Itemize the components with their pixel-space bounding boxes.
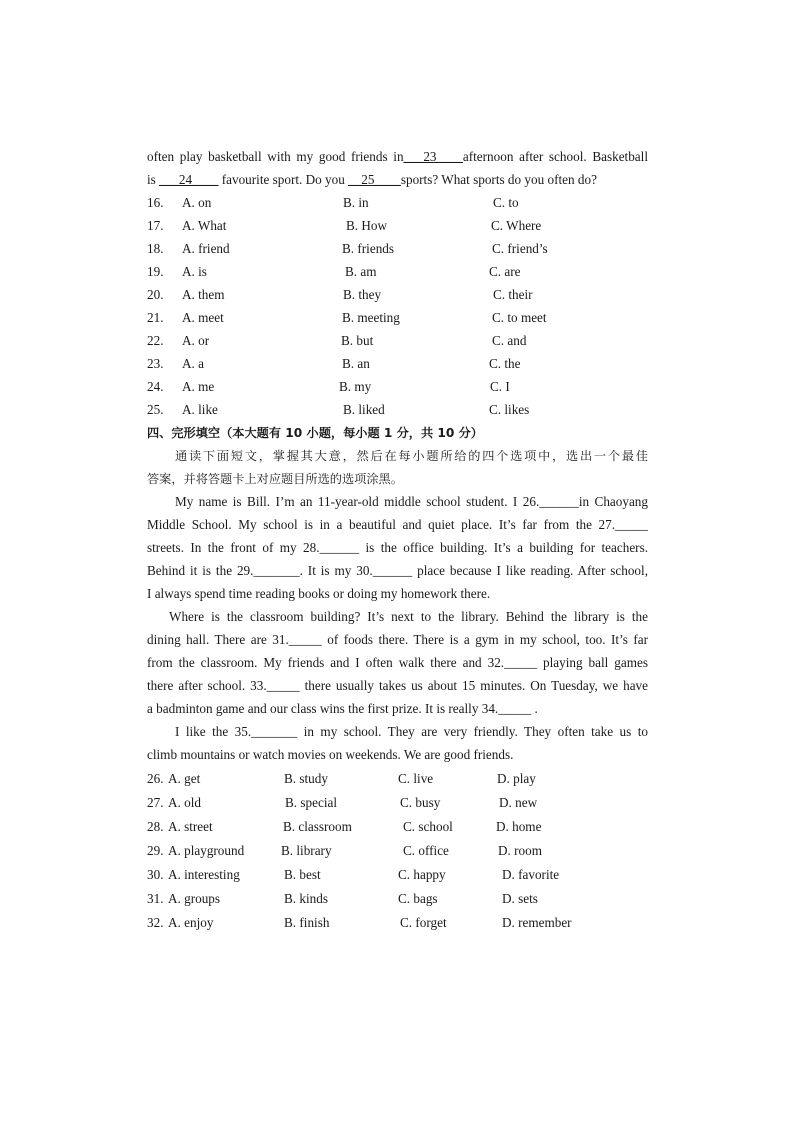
question-number: 31. xyxy=(147,891,164,906)
option-d: D. remember xyxy=(502,915,572,930)
option-d: D. play xyxy=(497,771,536,786)
option-c: C. the xyxy=(489,356,521,371)
option-a: A. playground xyxy=(168,843,245,858)
option-b: B. friends xyxy=(342,241,395,256)
option-b: B. meeting xyxy=(342,310,400,325)
option-a: A. on xyxy=(182,195,212,210)
option-b: B. classroom xyxy=(283,819,352,834)
blank-23: ___23____ xyxy=(403,149,463,164)
option-b: B. in xyxy=(343,195,369,210)
option-c: C. happy xyxy=(398,867,446,882)
option-c: C. live xyxy=(398,771,434,786)
option-c: C. their xyxy=(493,287,533,302)
passage-line: a badminton game and our class wins the first prize. It is really 34._____ . xyxy=(147,701,538,716)
question-number: 22. xyxy=(147,333,164,348)
passage-line: I always spend time reading books or doing my homework there. xyxy=(147,586,491,601)
option-a: A. old xyxy=(168,795,201,810)
option-b: B. my xyxy=(339,379,372,394)
question-number: 25. xyxy=(147,402,164,417)
option-a: A. interesting xyxy=(168,867,240,882)
option-b: B. an xyxy=(342,356,370,371)
question-number: 20. xyxy=(147,287,164,302)
question-number: 21. xyxy=(147,310,164,325)
option-c: C. forget xyxy=(400,915,447,930)
option-d: D. home xyxy=(496,819,542,834)
section4-instruction-line-1: 通读下面短文，掌握其大意，然后在每小题所给的四个选项中，选出一个最佳 xyxy=(175,449,648,463)
intro-text: often play basketball with my good friends in xyxy=(147,149,404,164)
option-a: A. them xyxy=(182,287,225,302)
section4-heading: 四、完形填空（本大题有 10 小题，每小题 1 分，共 10 分） xyxy=(147,426,483,440)
intro-text: sports? What sports do you often do? xyxy=(400,172,597,187)
option-a: A. like xyxy=(182,402,218,417)
option-a: A. groups xyxy=(168,891,221,906)
option-a: A. me xyxy=(182,379,215,394)
intro-line-2 xyxy=(147,170,597,190)
blank-24: ___24____ xyxy=(159,172,219,187)
option-d: D. favorite xyxy=(502,867,560,882)
option-c: C. Where xyxy=(491,218,542,233)
passage-line: from the classroom. My friends and I often walk there and 32._____ playing ball games xyxy=(147,655,648,670)
option-b: B. study xyxy=(284,771,328,786)
option-c: C. friend’s xyxy=(492,241,548,256)
option-c: C. to xyxy=(493,195,519,210)
passage-line: Behind it is the 29._______. It is my 30.______ place because I like reading. After school, xyxy=(147,563,648,578)
option-b: B. but xyxy=(341,333,374,348)
option-c: C. busy xyxy=(400,795,441,810)
option-b: B. am xyxy=(345,264,377,279)
option-b: B. they xyxy=(343,287,382,302)
intro-text: afternoon after school. Basketball xyxy=(462,149,648,164)
question-number: 28. xyxy=(147,819,164,834)
option-c: C. school xyxy=(403,819,453,834)
question-number: 29. xyxy=(147,843,164,858)
option-b: B. liked xyxy=(343,402,385,417)
passage-line: dining hall. There are 31._____ of foods there. There is a gym in my school, too. It’s far xyxy=(147,632,648,647)
option-b: B. finish xyxy=(284,915,330,930)
option-a: A. friend xyxy=(182,241,230,256)
option-c: C. likes xyxy=(489,402,530,417)
option-b: B. special xyxy=(285,795,338,810)
question-number: 27. xyxy=(147,795,164,810)
option-c: C. are xyxy=(489,264,521,279)
question-number: 32. xyxy=(147,915,164,930)
option-c: C. and xyxy=(492,333,527,348)
passage-line: Middle School. My school is in a beautiful and quiet place. It’s far from the 27._____ xyxy=(147,517,648,532)
option-b: B. best xyxy=(284,867,321,882)
option-a: A. What xyxy=(182,218,227,233)
blank-25: __25____ xyxy=(348,172,401,187)
option-d: D. new xyxy=(499,795,538,810)
option-b: B. library xyxy=(281,843,332,858)
section4-instruction-line-2: 答案，并将答题卡上对应题目所选的选项涂黑。 xyxy=(147,472,403,486)
question-number: 24. xyxy=(147,379,164,394)
passage-line: streets. In the front of my 28.______ is the office building. It’s a building for teachers. xyxy=(147,540,648,555)
option-c: C. to meet xyxy=(492,310,547,325)
option-c: C. I xyxy=(490,379,510,394)
question-number: 18. xyxy=(147,241,164,256)
intro-line-1 xyxy=(147,147,648,167)
question-number: 19. xyxy=(147,264,164,279)
option-a: A. a xyxy=(182,356,204,371)
option-a: A. street xyxy=(168,819,213,834)
option-a: A. is xyxy=(182,264,207,279)
option-c: C. office xyxy=(403,843,449,858)
passage-line: Where is the classroom building? It’s next to the library. Behind the library is the xyxy=(169,609,648,624)
passage-line: climb mountains or watch movies on weekends. We are good friends. xyxy=(147,747,514,762)
option-a: A. or xyxy=(182,333,210,348)
passage-line: I like the 35._______ in my school. They are very friendly. They often take us to xyxy=(175,724,648,739)
intro-text: is xyxy=(147,172,156,187)
question-number: 23. xyxy=(147,356,164,371)
option-a: A. enjoy xyxy=(168,915,214,930)
question-number: 30. xyxy=(147,867,164,882)
option-b: B. How xyxy=(346,218,388,233)
passage-line: there after school. 33._____ there usually takes us about 15 minutes. On Tuesday, we have xyxy=(147,678,648,693)
option-d: D. room xyxy=(498,843,542,858)
passage-line: My name is Bill. I’m an 11-year-old middle school student. I 26.______in Chaoyang xyxy=(175,494,648,509)
question-number: 26. xyxy=(147,771,164,786)
option-c: C. bags xyxy=(398,891,438,906)
question-number: 17. xyxy=(147,218,164,233)
option-b: B. kinds xyxy=(284,891,328,906)
option-a: A. meet xyxy=(182,310,224,325)
option-d: D. sets xyxy=(502,891,538,906)
intro-text: favourite sport. Do you xyxy=(221,172,345,187)
question-number: 16. xyxy=(147,195,164,210)
option-a: A. get xyxy=(168,771,201,786)
